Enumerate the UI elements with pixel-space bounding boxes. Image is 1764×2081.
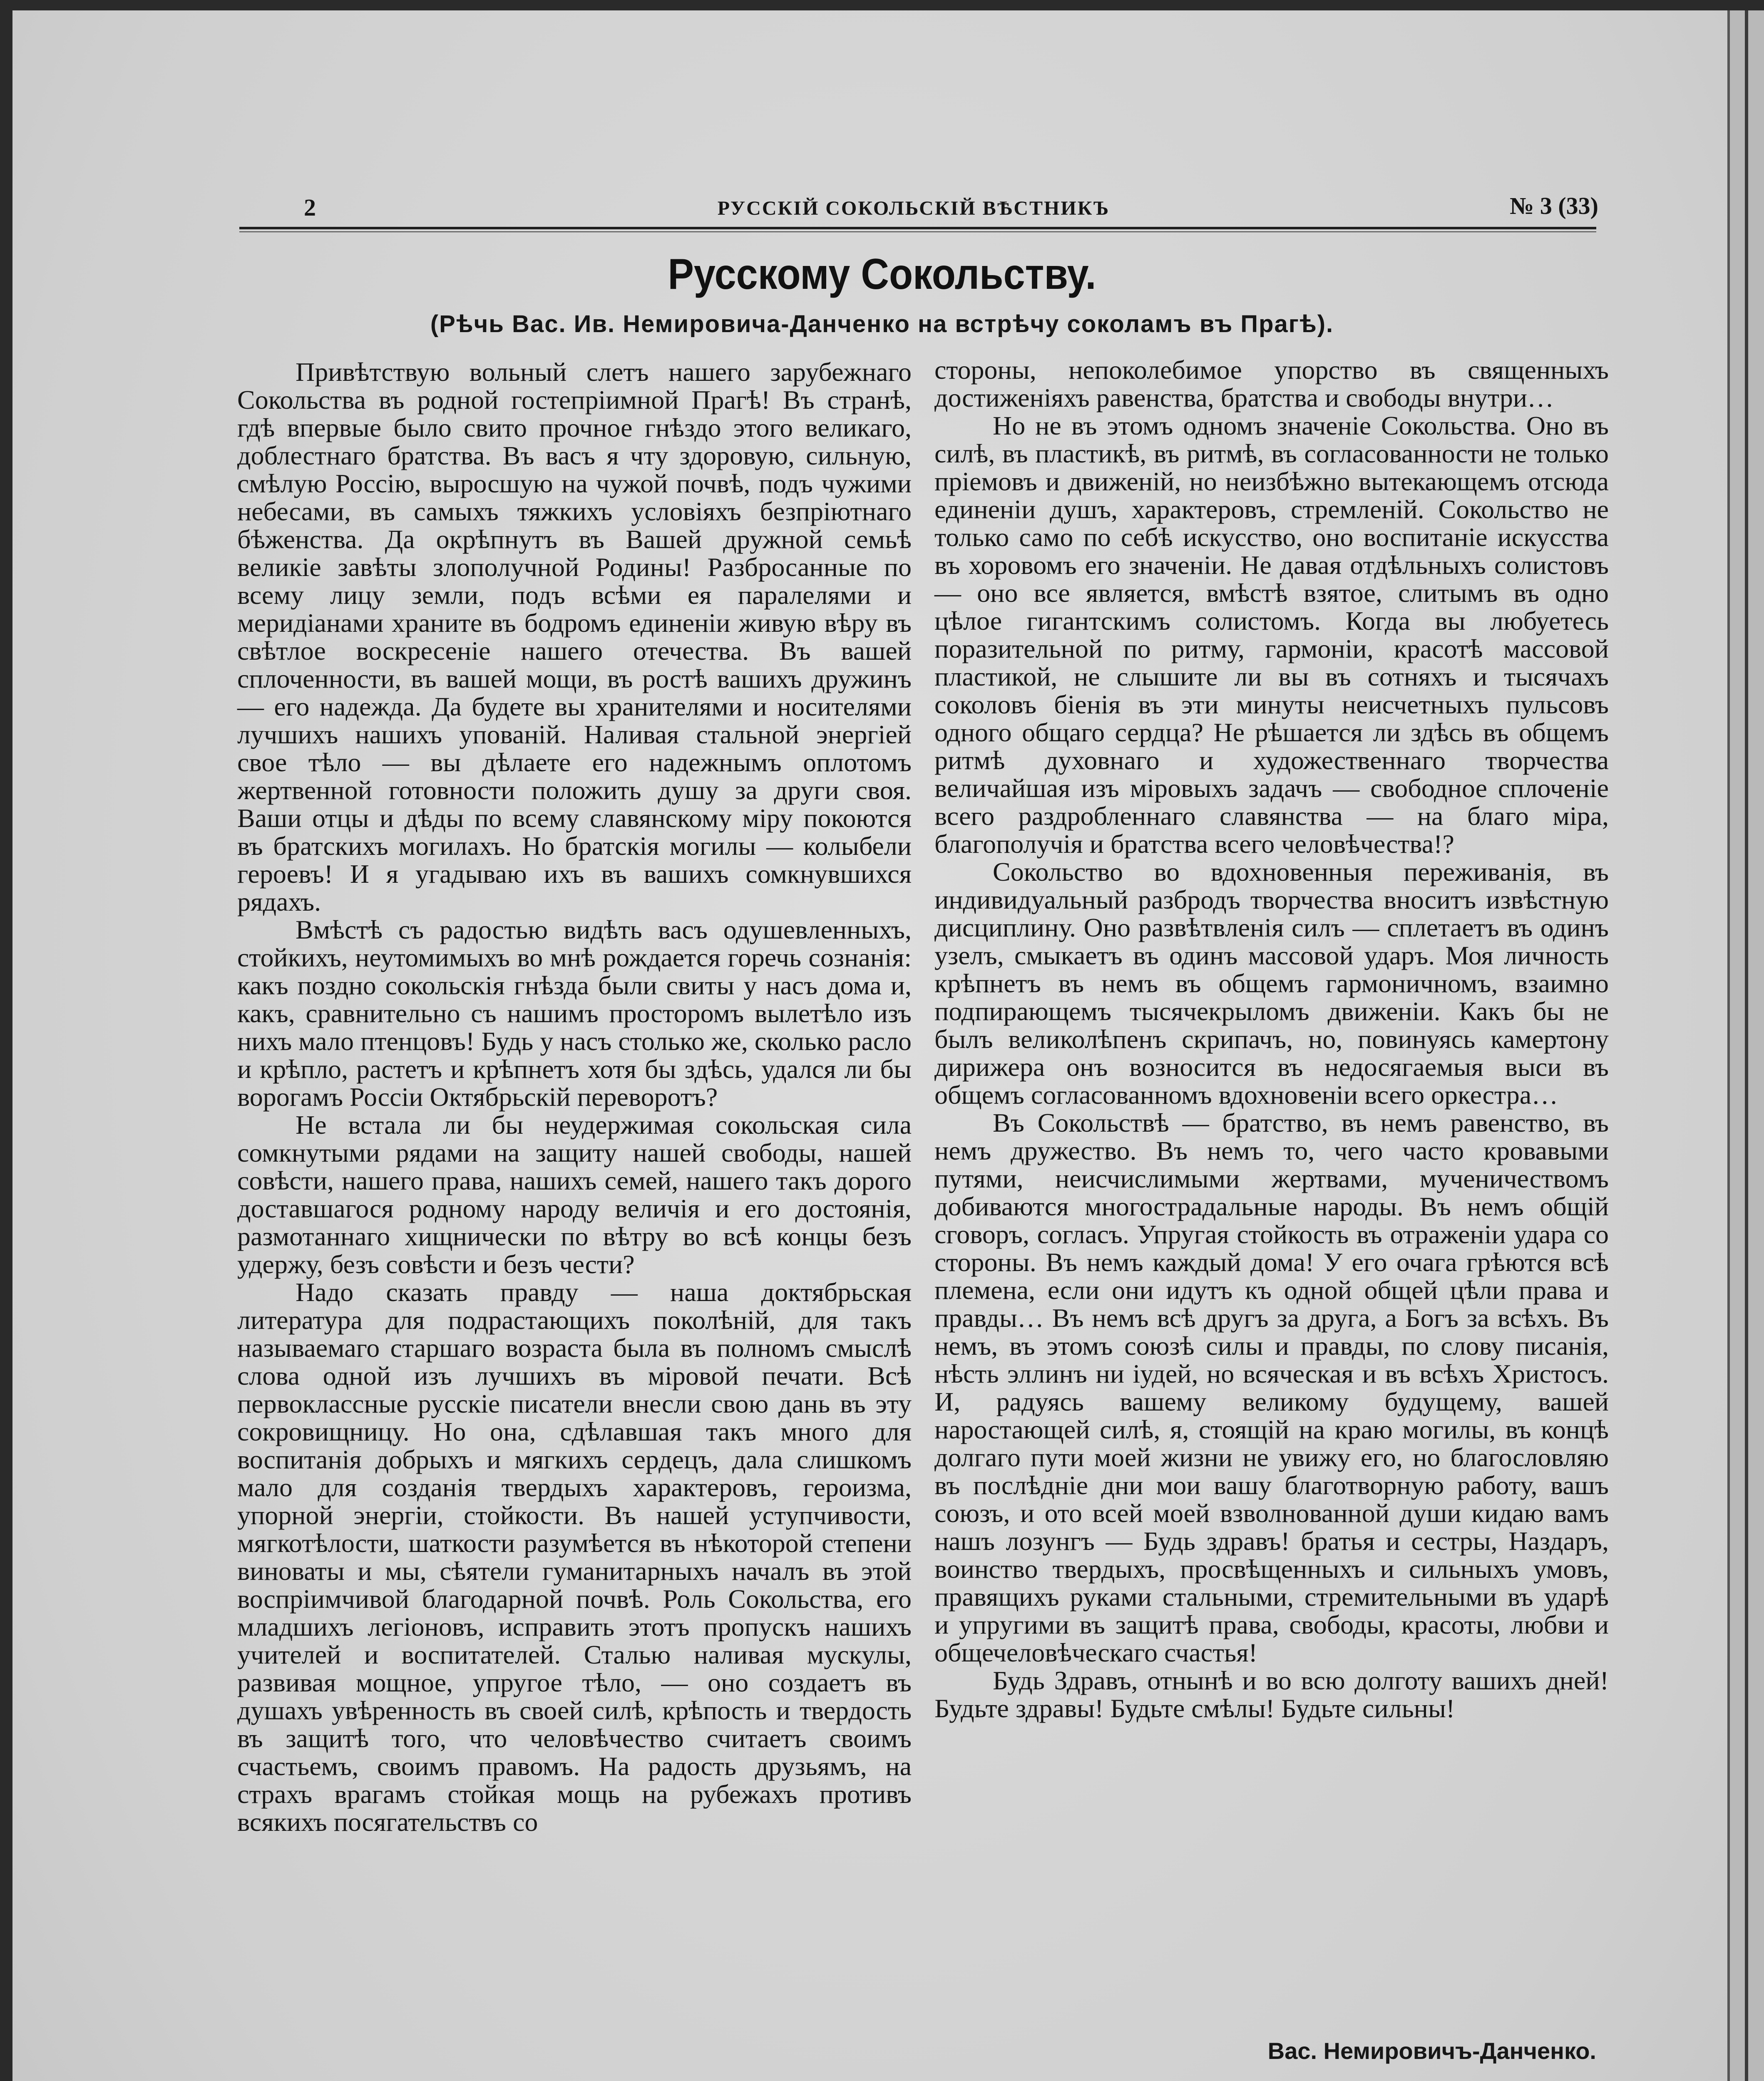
paragraph: Надо сказать правду — наша доктябрьская литература для подрастающихъ поколѣній, для такъ называемаго старшаго возраста была въ полномъ смыслѣ слова одной изъ лучшихъ въ міровой печати. Всѣ первоклассные русскіе писатели внесли свою дань въ эту сокровищницу. Но она, сдѣлавшая такъ много для воспитанія добрыхъ и мягкихъ сердецъ, дала слишкомъ мало для созданія твердыхъ характеровъ, героизма, упорной энергіи, стойкости. Въ нашей уступчивости, мягкотѣлости, шаткости разумѣется въ нѣкоторой степени виноваты и мы, сѣятели гуманитарныхъ началъ въ этой воспріимчивой благодарной почвѣ. Роль Сокольства, его младшихъ легіоновъ, исправить этотъ пропускъ нашихъ учителей и воспитателей. Сталью наливая мускулы, развивая мощное, упругое тѣло, — оно создаетъ въ душахъ увѣренность въ своей силѣ, крѣпость и твердость въ защитѣ того, что человѣчество считаетъ своимъ счастьемъ, своимъ правомъ. На радость друзьямъ, на страхъ врагамъ стойкая мощь на рубежахъ противъ всякихъ посягательствъ со <box>237 1277 912 1837</box>
issue-number: № 3 (33) <box>1510 192 1598 219</box>
paragraph: Сокольство во вдохновенныя переживанія, въ индивидуальный разбродъ творчества вноситъ извѣстную дисциплину. Оно развѣтвленія силъ — сплетаетъ въ одинъ узелъ, смыкаетъ въ одинъ массовой ударъ. Моя личность крѣпнетъ въ немъ въ общемъ гармоничномъ, взаимно подпирающемъ тысячекрыломъ движеніи. Какъ бы не былъ великолѣпенъ скрипачъ, но, повинуясь камертону дирижера онъ возносится въ недосягаемыя выси въ общемъ согласованномъ вдохновеніи всего оркестра… <box>934 857 1609 1110</box>
left-column <box>237 358 912 1836</box>
paragraph: Вмѣстѣ съ радостью видѣть васъ одушевленныхъ, стойкихъ, неутомимыхъ во мнѣ рождается горечь сознанія: какъ поздно сокольскія гнѣзда были свиты у насъ дома и, какъ, сравнительно съ нашимъ просторомъ вылетѣло изъ нихъ мало птенцовъ! Будь у насъ столько же, сколько расло и крѣпло, растетъ и крѣпнетъ хотя бы здѣсь, удался ли бы ворогамъ Россіи Октябрьскій переворотъ? <box>237 915 912 1112</box>
article-subtitle: (Рѣчь Вас. Ив. Немировича-Данченко на встрѣчу соколамъ въ Прагѣ). <box>430 310 1334 338</box>
paragraph: Будь Здравъ, отнынѣ и во всю долготу вашихъ дней! Будьте здравы! Будьте смѣлы! Будьте сильны! <box>934 1666 1609 1723</box>
page-header <box>229 189 1598 227</box>
right-column <box>934 356 1609 1722</box>
author-signature: Вас. Немировичъ-Данченко. <box>1267 2038 1596 2064</box>
article-title: Русскому Сокольству. <box>668 250 1096 298</box>
paragraph: Привѣтствую вольный слетъ нашего зарубежнаго Сокольства въ родной гостепріимной Прагѣ! Въ странѣ, гдѣ впервые было свито прочное гнѣздо этого великаго, доблестнаго братства. Въ васъ я чту здоровую, сильную, смѣлую Россію, выросшую на чужой почвѣ, подъ чужими небесами, въ самыхъ тяжкихъ условіяхъ безпріютнаго бѣженства. Да окрѣпнутъ въ Вашей дружной семьѣ великіе завѣты злополучной Родины! Разбросанные по всему лицу земли, подъ всѣми ея паралелями и меридіанами храните въ бодромъ единеніи живую вѣру въ свѣтлое воскресеніе нашего отечества. Въ вашей сплоченности, въ вашей мощи, въ ростѣ вашихъ дружинъ — его надежда. Да будете вы хранителями и носителями лучшихъ нашихъ упованій. Наливая стальной энергіей свое тѣло — вы дѣлаете его надежнымъ оплотомъ жертвенной готовности положить душу за други своя. Ваши отцы и дѣды по всему славянскому міру покоются въ братскихъ могилахъ. Но братскія могилы — колыбели героевъ! И я угадываю ихъ въ вашихъ сомкнувшихся рядахъ. <box>237 357 912 916</box>
publication-title: РУССКІЙ СОКОЛЬСКІЙ ВѢСТНИКЪ <box>717 197 1110 219</box>
page-number: 2 <box>304 194 316 221</box>
header-rule-thin <box>239 231 1596 232</box>
paragraph: Въ Сокольствѣ — братство, въ немъ равенство, въ немъ дружество. Въ немъ то, чего часто кровавыми путями, неисчислимыми жертвами, мученичествомъ добиваются многострадальные народы. Въ немъ общій сговоръ, согласъ. Упругая стойкость въ отраженіи удара со стороны. Въ немъ каждый дома! У его очага грѣются всѣ племена, если они идутъ къ одной общей цѣли права и правды… Въ немъ всѣ другъ за друга, а Богъ за всѣхъ. Въ немъ, въ этомъ союзѣ силы и правды, по слову писанія, нѣсть эллинъ ни іудей, но всяческая и въ всѣхъ Христосъ. И, радуясь вашему великому будущему, вашей наростающей силѣ, я, стоящій на краю могилы, въ концѣ долгаго пути моей жизни не увижу его, но благословляю въ послѣдніе дни мои вашу благотворную работу, вашъ союзъ, и ото всей моей взволнованной души кидаю вамъ нашъ лозунгъ — Будь здравъ! братья и сестры, Наздаръ, воинство твердыхъ, просвѣщенныхъ и сильныхъ умовъ, правящихъ руками стальными, стремительными въ ударѣ и упругими въ защитѣ права, свободы, красоты, любви и общечеловѣческаго счастья! <box>934 1108 1609 1667</box>
paragraph: стороны, непоколебимое упорство въ священныхъ достиженіяхъ равенства, братства и свободы внутри… <box>934 355 1609 412</box>
header-rule <box>239 227 1596 229</box>
paragraph: Но не въ этомъ одномъ значеніе Сокольства. Оно въ силѣ, въ пластикѣ, въ ритмѣ, въ согласованности не только пріемовъ и движеній, но неизбѣжно вытекающемъ отсюда единеніи душъ, характеровъ, стремленій. Сокольство не только само по себѣ искусство, оно воспитаніе искусства въ хоровомъ его значеніи. Не давая отдѣльныхъ солистовъ — оно все является, вмѣстѣ взятое, слитымъ въ одно цѣлое гигантскимъ солистомъ. Когда вы любуетесь поразительной по ритму, гармоніи, красотѣ массовой пластикой, не слышите ли вы въ сотняхъ и тысячахъ соколовъ біенія въ эти минуты неисчетныхъ пульсовъ одного общаго сердца? Не рѣшается ли здѣсь въ общемъ ритмѣ духовнаго и художественнаго творчества величайшая изъ міровыхъ задачъ — свободное сплоченіе всего раздробленнаго славянства — на благо міра, благополучія и братства всего человѣчества!? <box>934 411 1609 859</box>
paragraph: Не встала ли бы неудержимая сокольская сила сомкнутыми рядами на защиту нашей свободы, нашей совѣсти, нашего права, нашихъ семей, нашего такъ дорого доставшагося родному народу величія и его достоянія, размотаннаго хищнически по вѣтру во всѣ концы безъ удержу, безъ совѣсти и безъ чести? <box>237 1110 912 1279</box>
